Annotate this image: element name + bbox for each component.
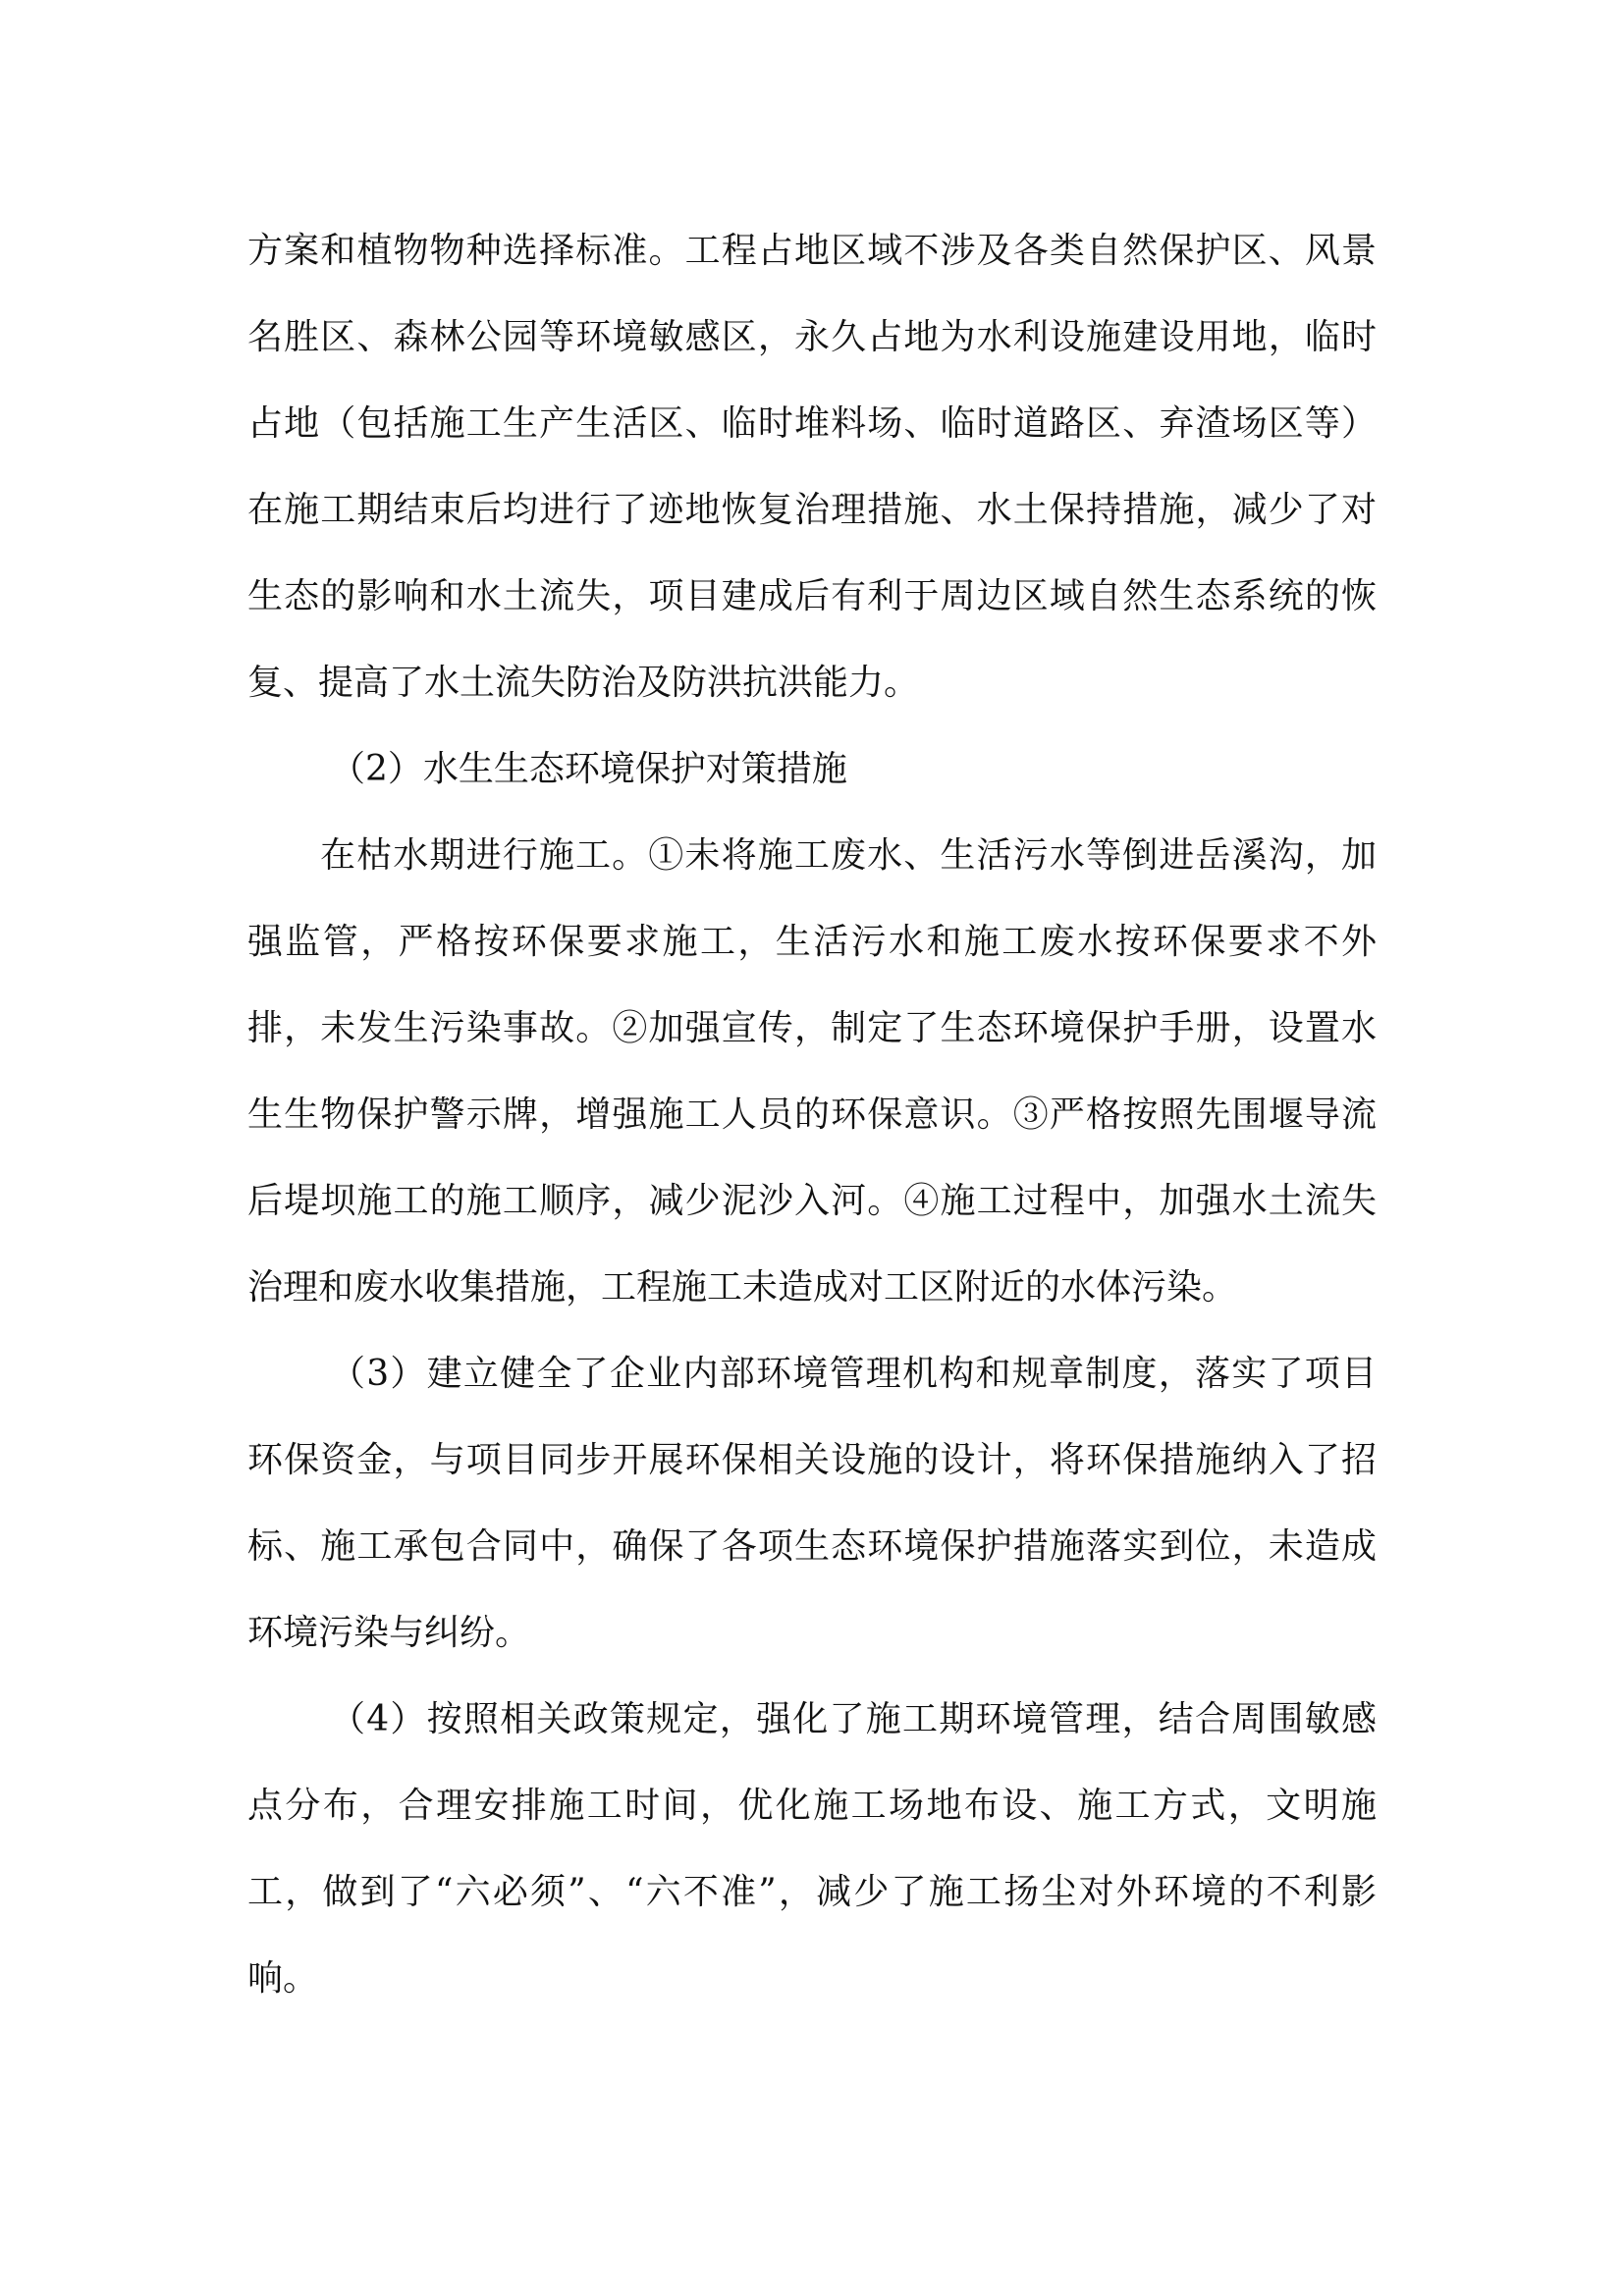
section-heading-aquatic-ecology: （2）水生生态环境保护对策措施 [330, 749, 847, 789]
paragraph-continuation: 方案和植物物种选择标准。工程占地区域不涉及各类自然保护区、风景名胜区、森林公园等环境敏感区，永久占地为水利设施建设用地，临时占地（包括施工生产生活区、临时堆料场、临时道路区、弃渣场区等）在施工期结束后均进行了迹地恢复治理措施、水土保持措施，减少了对生态的影响和水土流失，项目建成后有利于周边区域自然生态系统的恢复、提高了水土流失防治及防洪抗洪能力。 [247, 231, 1377, 703]
paragraph-construction-management: （4）按照相关政策规定，强化了施工期环境管理，结合周围敏感点分布，合理安排施工时间，优化施工场地布设、施工方式，文明施工，做到了“六必须”、“六不准”，减少了施工扬尘对外环境的不利影响。 [247, 1699, 1377, 1999]
paragraph-aquatic-measures: 在枯水期进行施工。①未将施工废水、生活污水等倒进岳溪沟，加强监管，严格按环保要求施工，生活污水和施工废水按环保要求不外排，未发生污染事故。②加强宣传，制定了生态环境保护手册，设置水生生物保护警示牌，增强施工人员的环保意识。③严格按照先围堰导流后堤坝施工的施工顺序，减少泥沙入河。④施工过程中，加强水土流失治理和废水收集措施，工程施工未造成对工区附近的水体污染。 [247, 835, 1377, 1308]
document-body [247, 208, 1377, 2022]
paragraph-management-system: （3）建立健全了企业内部环境管理机构和规章制度，落实了项目环保资金，与项目同步开展环保相关设施的设计，将环保措施纳入了招标、施工承包合同中，确保了各项生态环境保护措施落实到位，未造成环境污染与纠纷。 [247, 1354, 1377, 1653]
